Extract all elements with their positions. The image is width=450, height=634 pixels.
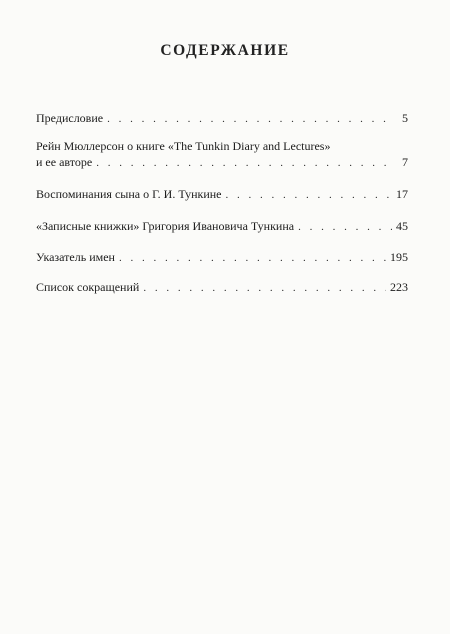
toc-entry-memoirs (36, 186, 408, 203)
toc-entry-preface (36, 110, 408, 127)
toc-entry-title: Указатель имен (36, 250, 115, 264)
toc-entry-title: Воспоминания сына о Г. И. Тункине (36, 187, 222, 201)
toc-page-number: 223 (390, 280, 408, 294)
toc-entry-title: и ее авторе (36, 155, 93, 169)
toc-page-number: 5 (402, 111, 408, 125)
toc-entry-muellerson (36, 138, 408, 171)
toc-page-number: 7 (402, 155, 408, 169)
toc-entry-title: Список сокращений (36, 280, 140, 294)
dot-leader (107, 111, 394, 127)
toc-entry-notebooks (36, 218, 408, 235)
toc-page-number: 195 (390, 250, 408, 264)
toc-entry-name-index (36, 249, 408, 266)
dot-leader (96, 155, 394, 171)
toc-entry-abbreviations (36, 279, 408, 296)
toc-entry-title-line1: Рейн Мюллерсон о книге «The Tunkin Diary and Lectures» (36, 139, 331, 153)
toc-page-number: 17 (396, 187, 408, 201)
toc-entry-title: Предисловие (36, 111, 104, 125)
dot-leader (226, 187, 393, 203)
dot-leader (119, 250, 386, 266)
page-title: СОДЕРЖАНИЕ (160, 42, 290, 59)
toc-entry-title: «Записные книжки» Григория Ивановича Тункина (36, 219, 295, 233)
toc-page-number: 45 (396, 219, 408, 233)
dot-leader (298, 219, 392, 235)
dot-leader (143, 280, 386, 296)
